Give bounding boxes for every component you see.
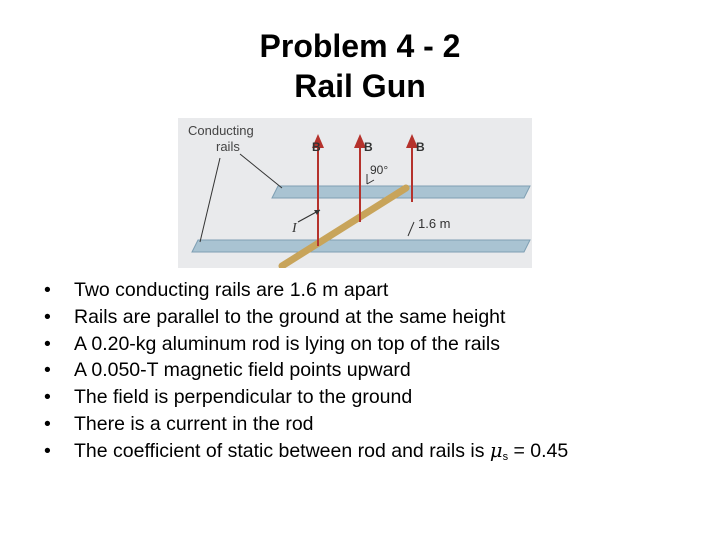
mu-subscript: s (502, 450, 509, 463)
mu-value: = 0.45 (508, 439, 569, 462)
bullet-text: Rails are parallel to the ground at the same height (74, 305, 506, 328)
bullet-text: The field is perpendicular to the ground (74, 386, 413, 409)
bullet-symbol: • (44, 359, 51, 382)
rail-leader-2 (200, 158, 220, 242)
bullet-item (44, 411, 568, 438)
bullet-list (44, 277, 568, 471)
b-label-1: B (312, 140, 321, 154)
rail-leader-1 (240, 154, 282, 188)
bullet-symbol: • (44, 305, 51, 328)
bullet-text: There is a current in the rod (74, 412, 314, 435)
bullet-text: Two conducting rails are 1.6 m apart (74, 279, 389, 301)
bullet-item (44, 357, 568, 384)
aluminum-rod (282, 188, 406, 266)
mu-symbol: μ (489, 438, 503, 462)
bullet-text: A 0.20-kg aluminum rod is lying on top of the rails (74, 332, 500, 355)
bullet-symbol: • (44, 386, 51, 409)
near-rail (192, 240, 530, 252)
bullet-item (44, 277, 568, 304)
bullet-item (44, 304, 568, 331)
title-line-1: Problem 4 - 2 (259, 28, 461, 64)
distance-pointer (408, 222, 414, 236)
title-line-2: Rail Gun (294, 68, 426, 104)
slide-title (0, 26, 720, 106)
bullet-symbol: • (44, 412, 51, 435)
b-label-3: B (416, 140, 425, 154)
bullet-item (44, 384, 568, 411)
bullet-symbol: • (44, 279, 51, 301)
bullet-symbol: • (44, 332, 51, 355)
bullet-text: A 0.050-T magnetic field points upward (74, 359, 411, 382)
angle-mark-2 (367, 180, 374, 184)
bullet-symbol: • (44, 439, 51, 462)
distance-label: 1.6 m (418, 216, 451, 231)
rail-gun-figure (178, 118, 532, 268)
rail-gun-diagram (178, 118, 532, 268)
rails-label-line-1: Conducting (188, 123, 254, 138)
bullet-item (44, 331, 568, 358)
rails-label-line-2: rails (216, 139, 240, 154)
bullet-item (44, 438, 568, 471)
bullet-text: The coefficient of static between rod and rails is (74, 439, 490, 462)
current-label: I (292, 221, 297, 236)
angle-label: 90° (370, 163, 389, 177)
b-label-2: B (364, 140, 373, 154)
